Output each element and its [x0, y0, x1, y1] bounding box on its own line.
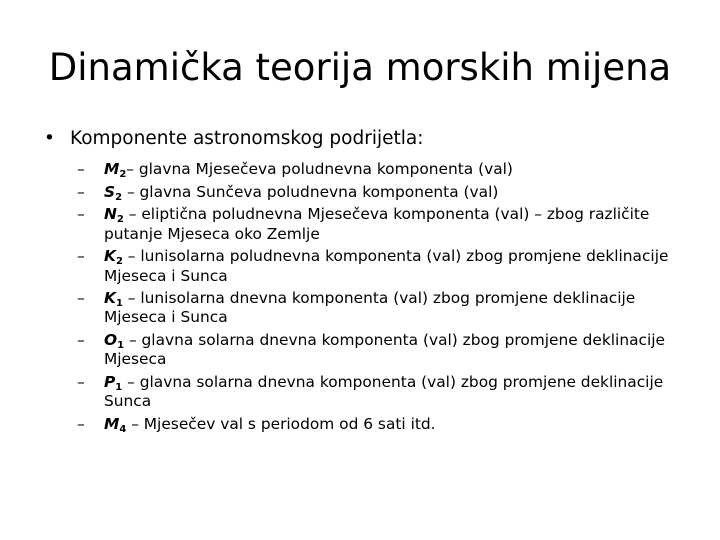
- component-item-n2: [44, 205, 694, 243]
- component-item-m4: [44, 415, 694, 434]
- component-list: [44, 160, 694, 434]
- bullet-marker: •: [44, 128, 55, 149]
- component-item-s2: [44, 183, 694, 202]
- component-symbol: $O_1$: [104, 331, 125, 352]
- component-symbol: $M_4$: [104, 414, 127, 435]
- component-description: – glavna Sunčeva poludnevna komponenta (val): [122, 182, 499, 201]
- component-item-k2: [44, 247, 694, 285]
- component-description: – lunisolarna poludnevna komponenta (val) zbog promjene deklinacije: [122, 247, 669, 266]
- component-symbol: $S_2$: [104, 182, 123, 203]
- component-item-m2: [44, 160, 694, 179]
- dash-marker: –: [77, 247, 85, 266]
- component-item-k1: [44, 289, 694, 327]
- component-description: – glavna solarna dnevna komponenta (val) zbog promjene deklinacije: [122, 373, 664, 392]
- component-symbol: $N_2$: [104, 205, 124, 226]
- slide-content: [44, 126, 694, 438]
- bullet-text: Komponente astronomskog podrijetla:: [70, 128, 424, 149]
- component-description-continued: Mjeseca: [104, 350, 167, 369]
- dash-marker: –: [77, 331, 85, 350]
- component-description: – Mjesečev val s periodom od 6 sati itd.: [126, 414, 436, 433]
- dash-marker: –: [77, 414, 85, 433]
- component-description: – glavna Mjesečeva poludnevna komponenta (val): [126, 160, 513, 178]
- component-description: – lunisolarna dnevna komponenta (val) zbog promjene deklinacije: [122, 289, 636, 308]
- dash-marker: –: [77, 205, 85, 224]
- component-symbol: $P_1$: [104, 373, 123, 394]
- component-symbol: $K_2$: [104, 247, 123, 268]
- component-description-continued: putanje Mjeseca oko Zemlje: [104, 224, 320, 243]
- component-item-p1: [44, 373, 694, 411]
- component-description-continued: Mjeseca i Sunca: [104, 266, 228, 285]
- component-symbol: $M_2$: [104, 160, 127, 180]
- component-description: – glavna solarna dnevna komponenta (val) zbog promjene deklinacije: [124, 331, 665, 350]
- dash-marker: –: [77, 160, 85, 178]
- dash-marker: –: [77, 289, 85, 308]
- component-description-continued: Sunca: [104, 392, 152, 411]
- component-symbol: $K_1$: [104, 289, 123, 310]
- slide-title: Dinamička teorija morskih mijena: [48, 46, 672, 89]
- component-description-continued: Mjeseca i Sunca: [104, 308, 228, 327]
- dash-marker: –: [77, 182, 85, 201]
- bullet-item: [44, 126, 694, 152]
- dash-marker: –: [77, 373, 85, 392]
- component-description: – eliptična poludnevna Mjesečeva komponenta (val) – zbog različite: [123, 205, 650, 224]
- component-item-o1: [44, 331, 694, 369]
